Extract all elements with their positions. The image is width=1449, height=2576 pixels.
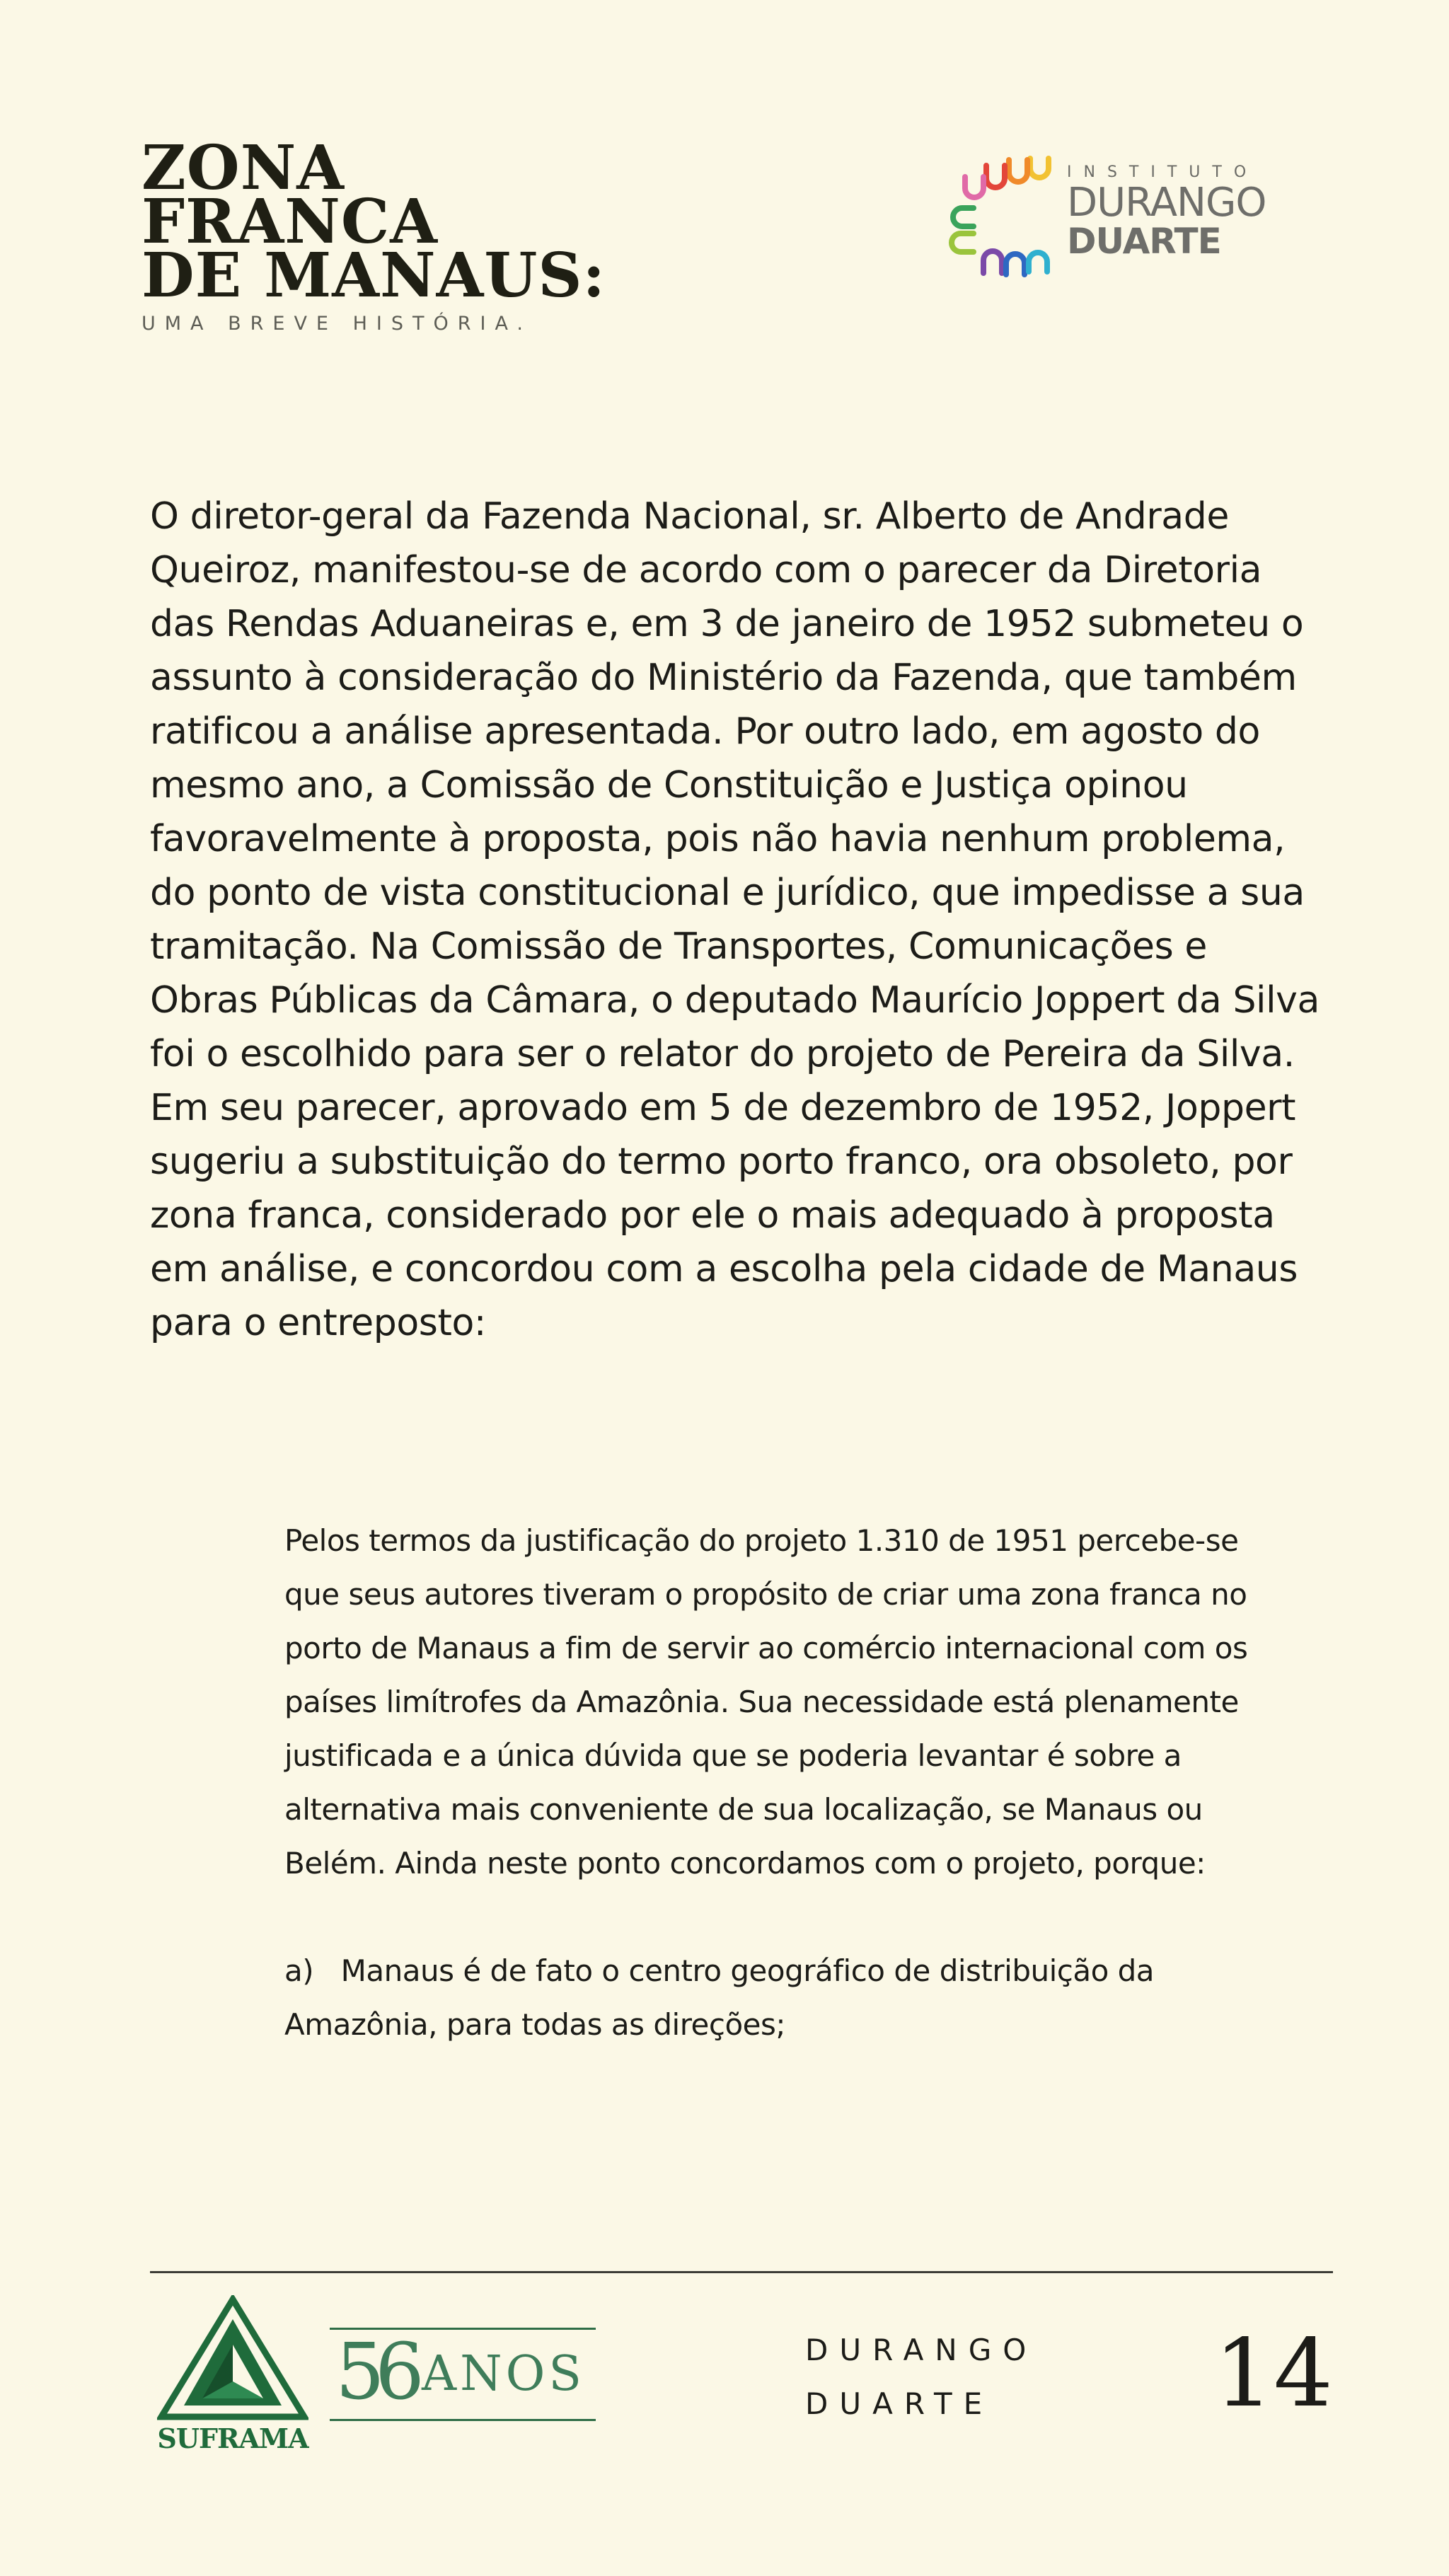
rainbow-arcs-logo-icon (940, 147, 1067, 282)
suframa-triangle-icon (157, 2295, 308, 2422)
title-line-1: ZONA (142, 132, 345, 204)
footer-author-line-2: DUARTE (805, 2386, 994, 2421)
logo-duarte-text: DUARTE (1067, 221, 1221, 262)
footer-author (805, 2323, 1037, 2431)
title-line-2: FRANCA (142, 186, 439, 258)
title-line-3: DE MANAUS: (142, 240, 606, 311)
document-subtitle: UMA BREVE HISTÓRIA. (142, 313, 533, 335)
logo-wordmark (1067, 163, 1279, 262)
quote-paragraph: Pelos termos da justificação do projeto 1.310 de 1951 percebe-se que seus autores tiveram o propósito de criar uma zona franca no porto de Manaus a fim de servir ao comércio internacional com os países limítrofes da Amazônia. Sua necessidade está plenamente justificada e a única dúvida que se poderia levantar é sobre a alternativa mais conveniente de sua localização, se Manaus ou Belém. Ainda neste ponto concordamos com o projeto, porque: (284, 1523, 1248, 1881)
footer-divider (150, 2271, 1333, 2273)
anos-word: ANOS (422, 2346, 585, 2402)
56-anos-badge (330, 2328, 596, 2421)
logo-instituto-text: INSTITUTO (1067, 163, 1259, 181)
main-paragraph: O diretor-geral da Fazenda Nacional, sr. Alberto de Andrade Queiroz, manifestou-se de acordo com o parecer da Diretoria das Rendas Aduaneiras e, em 3 de janeiro de 1952 submeteu o assunto à consideração do Ministério da Fazenda, que também ratificou a análise apresentada. Por outro lado, em agosto do mesmo ano, a Comissão de Constituição e Justiça opinou favoravelmente à proposta, pois não havia nenhum problema, do ponto de vista constitucional e jurídico, que impedisse a sua tramitação. Na Comissão de Transportes, Comunicações e Obras Públicas da Câmara, o deputado Maurício Joppert da Silva foi o escolhido para ser o relator do projeto de Pereira da Silva. Em seu parecer, aprovado em 5 de dezembro de 1952, Joppert sugeriu a substituição do termo porto franco, ora obsoleto, por zona franca, considerado por ele o mais adequado à proposta em análise, e concordou com a escolha pela cidade de Manaus para o entreposto: (150, 495, 1320, 1344)
quote-list-item-a: a) Manaus é de fato o centro geográfico de distribuição da Amazônia, para todas as direções; (284, 1953, 1155, 2042)
block-quote (284, 1514, 1289, 2052)
instituto-durango-duarte-logo (940, 147, 1279, 282)
footer-author-line-1: DURANGO (805, 2333, 1038, 2367)
suframa-label: SUFRAMA (157, 2422, 308, 2454)
anos-number: 56 (335, 2326, 415, 2417)
document-title (142, 132, 637, 335)
page-number: 14 (1214, 2319, 1333, 2428)
suframa-logo (157, 2295, 308, 2456)
logo-durango-text: DURANGO (1067, 180, 1266, 226)
